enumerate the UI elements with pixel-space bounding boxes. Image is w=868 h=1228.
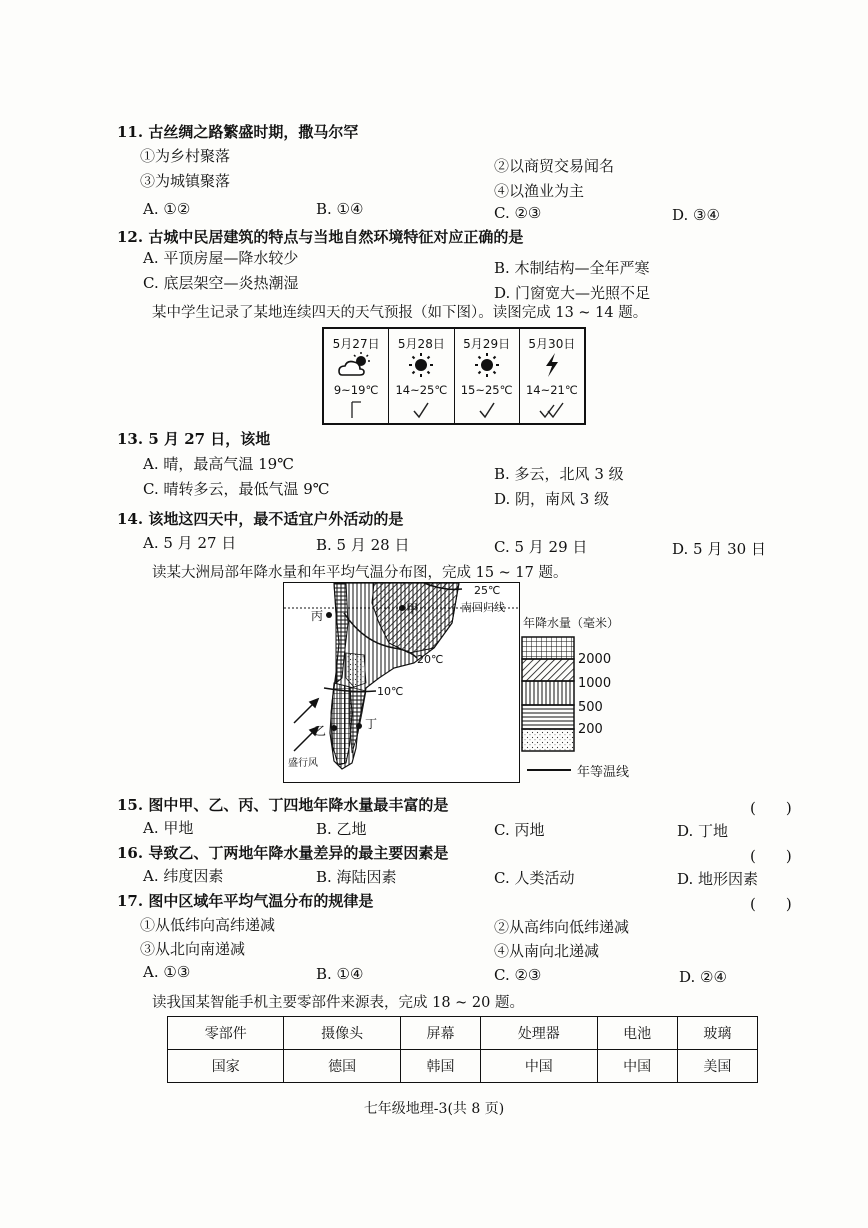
q11-option-a[interactable]: A. ①② xyxy=(143,200,191,218)
q17-item-3: ③从北向南递减 xyxy=(140,940,246,958)
q15-option-a[interactable]: A. 甲地 xyxy=(143,819,194,837)
q15-option-b[interactable]: B. 乙地 xyxy=(316,820,367,838)
intro-15-17: 读某大洲局部年降水量和年平均气温分布图，完成 15 ~ 17 题。 xyxy=(152,565,568,581)
legend-value-1000: 1000 xyxy=(578,676,612,691)
table-row xyxy=(168,1050,758,1083)
map-label-ding: 丁 xyxy=(365,717,378,731)
tropic-label: 南回归线 xyxy=(461,601,505,614)
weather-temp: 14~21℃ xyxy=(525,383,578,397)
prevailing-wind-label: 盛行风 xyxy=(288,758,318,769)
map-label-jia: 甲 xyxy=(406,602,419,616)
table-cell: 国家 xyxy=(168,1050,284,1083)
q11-stem: 11. 古丝绸之路繁盛时期，撒马尔罕 xyxy=(117,123,359,141)
table-cell: 摄像头 xyxy=(284,1017,400,1050)
answer-paren-16[interactable]: ( ) xyxy=(750,847,792,865)
double-check-mark-icon xyxy=(520,399,584,421)
handwritten-mark xyxy=(324,399,388,421)
weather-day-3 xyxy=(455,329,520,423)
page-footer: 七年级地理-3(共 8 页) xyxy=(363,1101,505,1117)
sunny-icon xyxy=(455,351,519,379)
legend-value-200: 200 xyxy=(578,722,603,737)
legend-value-2000: 2000 xyxy=(578,652,612,667)
table-cell: 中国 xyxy=(597,1050,677,1083)
q15-option-d[interactable]: D. 丁地 xyxy=(677,822,729,840)
q17-option-d[interactable]: D. ②④ xyxy=(679,968,727,986)
q15-stem: 15. 图中甲、乙、丙、丁四地年降水量最丰富的是 xyxy=(117,796,449,814)
isotherm-legend-label: 年等温线 xyxy=(577,765,630,780)
weather-date: 5月28日 xyxy=(397,337,445,351)
q13-option-c[interactable]: C. 晴转多云，最低气温 9℃ xyxy=(143,480,330,498)
q11-option-d[interactable]: D. ③④ xyxy=(672,206,720,224)
table-cell: 屏幕 xyxy=(400,1017,480,1050)
sunny-icon xyxy=(389,351,453,379)
q14-stem: 14. 该地这四天中，最不适宜户外活动的是 xyxy=(117,510,404,528)
q17-stem: 17. 图中区域年平均气温分布的规律是 xyxy=(117,892,374,910)
weather-date: 5月29日 xyxy=(463,337,511,351)
legend-title: 年降水量（毫米） xyxy=(523,616,620,630)
q13-option-a[interactable]: A. 晴，最高气温 19℃ xyxy=(143,455,295,473)
check-mark-icon xyxy=(389,399,453,421)
precipitation-temperature-map xyxy=(283,582,520,783)
q11-item-2: ②以商贸交易闻名 xyxy=(494,157,615,175)
q15-option-c[interactable]: C. 丙地 xyxy=(494,821,545,839)
isotherm-legend-line xyxy=(527,769,571,771)
weather-day-2 xyxy=(389,329,454,423)
q11-item-3: ③为城镇聚落 xyxy=(140,172,231,190)
weather-temp: 15~25℃ xyxy=(460,383,513,397)
q17-option-a[interactable]: A. ①③ xyxy=(143,963,191,981)
map-label-bing: 丙 xyxy=(311,609,324,623)
q12-option-d[interactable]: D. 门窗宽大—光照不足 xyxy=(494,284,651,302)
q17-item-4: ④从南向北递减 xyxy=(494,942,600,960)
q12-option-a[interactable]: A. 平顶房屋—降水较少 xyxy=(143,249,299,267)
q17-item-1: ①从低纬向高纬递减 xyxy=(140,916,276,934)
q14-option-a[interactable]: A. 5 月 27 日 xyxy=(143,534,237,552)
isotherm-10: 10℃ xyxy=(377,685,404,698)
q14-option-b[interactable]: B. 5 月 28 日 xyxy=(316,536,410,554)
answer-paren-17[interactable]: ( ) xyxy=(750,895,792,913)
thunder-icon xyxy=(520,351,584,379)
map-label-yi: 乙 xyxy=(314,724,327,738)
isotherm-25: 25℃ xyxy=(474,584,501,597)
q17-option-b[interactable]: B. ①④ xyxy=(316,965,364,983)
weather-forecast-table xyxy=(322,327,586,425)
table-cell: 韩国 xyxy=(400,1050,480,1083)
q17-item-2: ②从高纬向低纬递减 xyxy=(494,918,630,936)
q16-option-b[interactable]: B. 海陆因素 xyxy=(316,868,397,886)
table-cell: 美国 xyxy=(677,1050,757,1083)
q13-stem: 13. 5 月 27 日，该地 xyxy=(117,430,271,448)
q12-option-b[interactable]: B. 木制结构—全年严寒 xyxy=(494,259,650,277)
isotherm-20: 20℃ xyxy=(417,653,444,666)
intro-13-14: 某中学生记录了某地连续四天的天气预报（如下图）。读图完成 13 ~ 14 题。 xyxy=(152,305,648,321)
weather-temp: 14~25℃ xyxy=(395,383,448,397)
table-header-row xyxy=(168,1017,758,1050)
legend-value-500: 500 xyxy=(578,700,603,715)
q17-option-c[interactable]: C. ②③ xyxy=(494,966,542,984)
q16-option-c[interactable]: C. 人类活动 xyxy=(494,869,575,887)
legend-swatches xyxy=(521,636,575,752)
weather-date: 5月27日 xyxy=(332,337,380,351)
weather-temp: 9~19℃ xyxy=(333,383,379,397)
q11-option-c[interactable]: C. ②③ xyxy=(494,204,542,222)
q11-item-1: ①为乡村聚落 xyxy=(140,147,231,165)
answer-paren-15[interactable]: ( ) xyxy=(750,799,792,817)
q11-option-b[interactable]: B. ①④ xyxy=(316,200,364,218)
q11-item-4: ④以渔业为主 xyxy=(494,182,585,200)
weather-day-1 xyxy=(324,329,389,423)
q16-stem: 16. 导致乙、丁两地年降水量差异的最主要因素是 xyxy=(117,844,449,862)
intro-18-20: 读我国某智能手机主要零部件来源表，完成 18 ~ 20 题。 xyxy=(152,995,524,1011)
q14-option-c[interactable]: C. 5 月 29 日 xyxy=(494,538,588,556)
phone-parts-table xyxy=(167,1016,758,1083)
q12-stem: 12. 古城中民居建筑的特点与当地自然环境特征对应正确的是 xyxy=(117,228,524,246)
q13-option-b[interactable]: B. 多云，北风 3 级 xyxy=(494,465,624,483)
q13-option-d[interactable]: D. 阴，南风 3 级 xyxy=(494,490,610,508)
weather-day-4 xyxy=(520,329,584,423)
check-mark-icon xyxy=(455,399,519,421)
table-cell: 中国 xyxy=(481,1050,597,1083)
cloudy-sun-icon xyxy=(324,351,388,379)
q12-option-c[interactable]: C. 底层架空—炎热潮湿 xyxy=(143,274,299,292)
q16-option-a[interactable]: A. 纬度因素 xyxy=(143,867,224,885)
weather-date: 5月30日 xyxy=(528,337,576,351)
q16-option-d[interactable]: D. 地形因素 xyxy=(677,870,759,888)
table-cell: 德国 xyxy=(284,1050,400,1083)
table-cell: 零部件 xyxy=(168,1017,284,1050)
table-cell: 电池 xyxy=(597,1017,677,1050)
table-cell: 玻璃 xyxy=(677,1017,757,1050)
table-cell: 处理器 xyxy=(481,1017,597,1050)
q14-option-d[interactable]: D. 5 月 30 日 xyxy=(672,540,766,558)
